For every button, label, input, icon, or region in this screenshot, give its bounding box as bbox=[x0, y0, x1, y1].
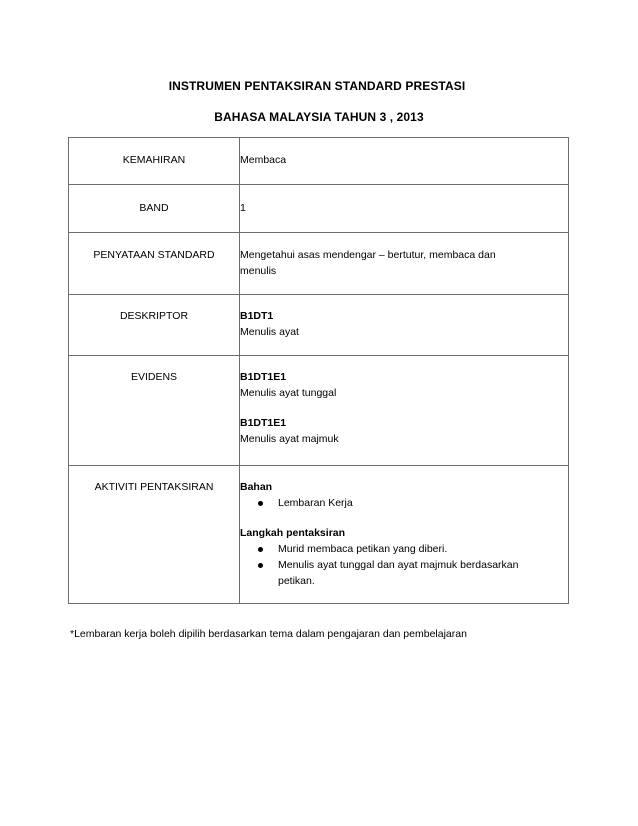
label-penyataan: PENYATAAN STANDARD bbox=[69, 233, 240, 295]
row-band bbox=[69, 185, 569, 233]
evidens-code-1: B1DT1E1 bbox=[240, 371, 287, 383]
assessment-table bbox=[68, 137, 569, 604]
evidens-code-2: B1DT1E1 bbox=[240, 417, 287, 429]
value-band: 1 bbox=[240, 185, 569, 233]
penyataan-line-1: Mengetahui asas mendengar – bertutur, membaca dan bbox=[240, 249, 496, 261]
evidens-text-1: Menulis ayat tunggal bbox=[240, 387, 337, 399]
langkah-heading: Langkah pentaksiran bbox=[240, 527, 346, 539]
document-title: INSTRUMEN PENTAKSIRAN STANDARD PRESTASI bbox=[168, 79, 466, 93]
evidens-text-2: Menulis ayat majmuk bbox=[240, 433, 339, 445]
label-evidens: EVIDENS bbox=[69, 356, 240, 466]
label-aktiviti: AKTIVITI PENTAKSIRAN bbox=[69, 466, 240, 604]
document-subtitle: BAHASA MALAYSIA TAHUN 3 , 2013 bbox=[214, 110, 424, 124]
deskriptor-code: B1DT1 bbox=[240, 310, 274, 322]
row-aktiviti bbox=[69, 466, 569, 604]
value-penyataan bbox=[240, 233, 569, 295]
label-band: BAND bbox=[69, 185, 240, 233]
bahan-list bbox=[240, 495, 568, 511]
row-evidens bbox=[69, 356, 569, 466]
footnote: *Lembaran kerja boleh dipilih berdasarkan tema dalam pengajaran dan pembelajaran bbox=[70, 628, 467, 640]
label-deskriptor: DESKRIPTOR bbox=[69, 295, 240, 356]
value-deskriptor bbox=[240, 295, 569, 356]
row-kemahiran bbox=[69, 138, 569, 185]
bahan-heading: Bahan bbox=[240, 481, 273, 493]
row-deskriptor bbox=[69, 295, 569, 356]
value-kemahiran: Membaca bbox=[240, 138, 569, 185]
langkah-item: Murid membaca petikan yang diberi. bbox=[240, 541, 568, 557]
langkah-list bbox=[240, 541, 568, 589]
bahan-item: Lembaran Kerja bbox=[240, 495, 568, 511]
langkah-item: Menulis ayat tunggal dan ayat majmuk berdasarkan petikan. bbox=[240, 557, 568, 589]
value-evidens bbox=[240, 356, 569, 466]
value-aktiviti bbox=[240, 466, 569, 604]
penyataan-line-2: menulis bbox=[240, 265, 277, 277]
deskriptor-text: Menulis ayat bbox=[240, 326, 299, 338]
label-kemahiran: KEMAHIRAN bbox=[69, 138, 240, 185]
row-penyataan bbox=[69, 233, 569, 295]
